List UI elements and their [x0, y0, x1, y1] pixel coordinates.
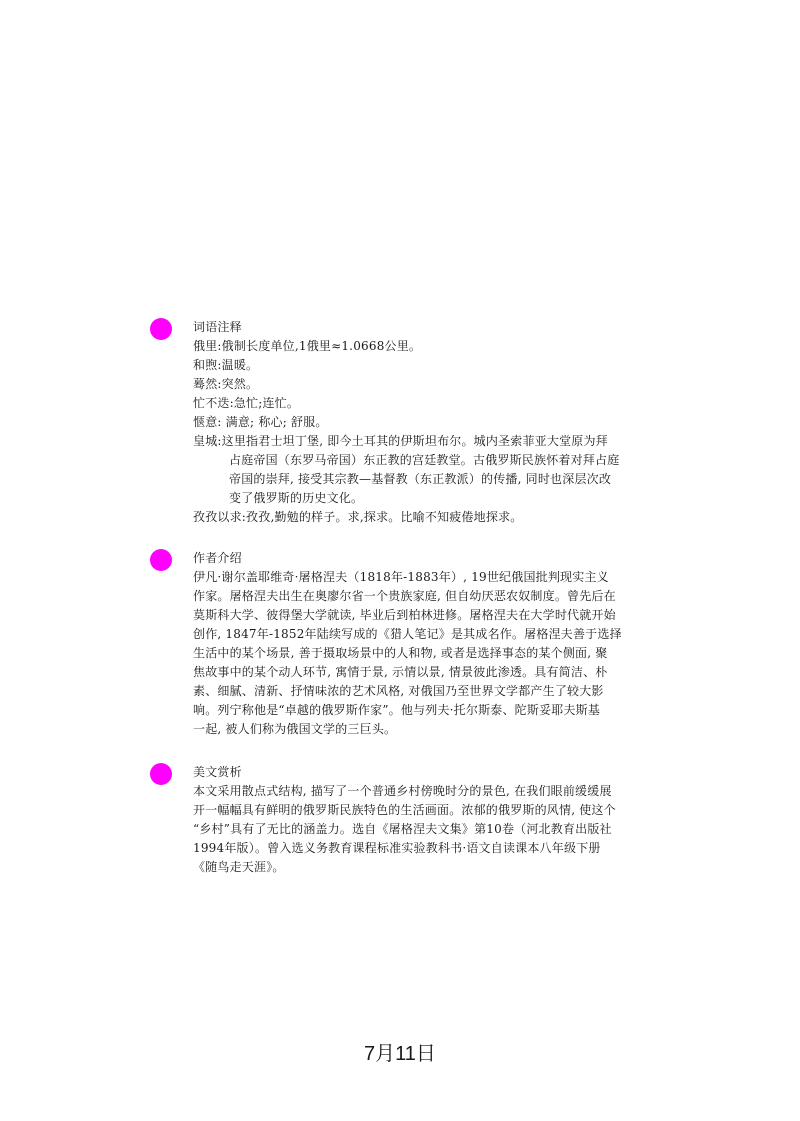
glossary-entry-continuation: 帝国的崇拜, 接受其宗教—基督教（东正教派）的传播, 同时也深层次改	[229, 472, 612, 486]
glossary-entry: 和煦:温暖。	[193, 358, 259, 372]
paragraph-line: 本文采用散点式结构, 描写了一个普通乡村傍晚时分的景色, 在我们眼前缓缓展	[193, 784, 612, 798]
paragraph-line: 作家。屠格涅夫出生在奥廖尔省一个贵族家庭, 但自幼厌恶农奴制度。曾先后在	[193, 589, 616, 603]
glossary-entry: 孜孜以求:孜孜,勤勉的样子。求,探求。比喻不知疲倦地探求。	[193, 510, 523, 524]
page-date-footer: 7月11日	[364, 1043, 436, 1065]
paragraph-line: 莫斯科大学、彼得堡大学就读, 毕业后到柏林进修。屠格涅夫在大学时代就开始	[193, 608, 616, 622]
paragraph-line: 素、细腻、清新、抒情味浓的艺术风格, 对俄国乃至世界文学都产生了较大影	[193, 684, 604, 698]
glossary-entry-continuation: 占庭帝国（东罗马帝国）东正教的宫廷教堂。古俄罗斯民族怀着对拜占庭	[229, 453, 620, 467]
paragraph-line: 开一幅幅具有鲜明的俄罗斯民族特色的生活画面。浓郁的俄罗斯的风情, 使这个	[193, 803, 616, 817]
glossary-entry: 蓦然:突然。	[193, 377, 259, 391]
paragraph-line: 创作, 1847年-1852年陆续写成的《猎人笔记》是其成名作。屠格涅夫善于选择	[193, 627, 622, 641]
paragraph-line: 生活中的某个场景, 善于摄取场景中的人和物, 或者是选择事态的某个侧面, 聚	[193, 646, 608, 660]
appreciation-heading: 美文赏析	[193, 765, 242, 779]
paragraph-line: 焦故事中的某个动人环节, 寓情于景, 示情以景, 情景彼此渗透。具有简洁、朴	[193, 665, 608, 679]
author-heading: 作者介绍	[193, 551, 242, 565]
glossary-entry: 惬意: 满意; 称心; 舒服。	[193, 415, 328, 429]
bullet-dot	[150, 318, 172, 340]
glossary-entry-continuation: 变了俄罗斯的历史文化。	[229, 491, 364, 505]
paragraph-line: 响。列宁称他是“卓越的俄罗斯作家”。他与列夫·托尔斯泰、陀斯妥耶夫斯基	[193, 703, 601, 717]
paragraph-line: 1994年版）。曾入选义务教育课程标准实验教科书·语文自读课本八年级下册	[193, 841, 601, 855]
paragraph-line: 伊凡·谢尔盖耶维奇·屠格涅夫（1818年-1883年）, 19世纪俄国批判现实主义	[193, 570, 609, 584]
bullet-dot	[150, 549, 172, 571]
paragraph-line: 《随鸟走天涯》。	[193, 860, 285, 874]
bullet-dot	[150, 763, 172, 785]
paragraph-line: “乡村”具有了无比的涵盖力。选自《屠格涅夫文集》第10卷（河北教育出版社	[193, 822, 612, 836]
glossary-entry: 忙不迭:急忙;连忙。	[193, 396, 300, 410]
glossary-entry: 俄里:俄制长度单位,1俄里≈1.0668公里。	[193, 339, 422, 353]
glossary-entry-huangcheng: 皇城:这里指君士坦丁堡, 即今土耳其的伊斯坦布尔。城内圣索菲亚大堂原为拜	[193, 434, 608, 448]
paragraph-line: 一起, 被人们称为俄国文学的三巨头。	[193, 722, 397, 736]
glossary-heading: 词语注释	[193, 320, 242, 334]
